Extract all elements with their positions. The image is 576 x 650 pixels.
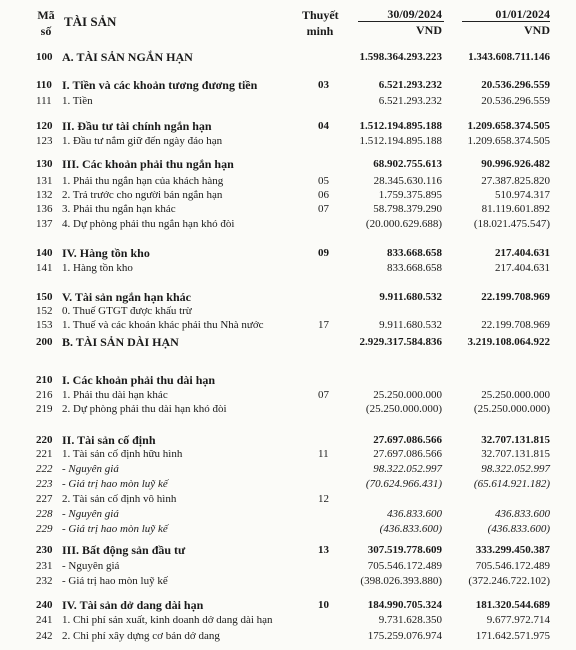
row-value-period-start: 217.404.631 (495, 247, 550, 259)
row-value-period-end: 28.345.630.116 (373, 175, 442, 187)
col-header-period-start: 01/01/2024 VND (495, 7, 550, 37)
row-code: 131 (36, 175, 53, 187)
row-label: B. TÀI SẢN DÀI HẠN (62, 335, 179, 349)
row-value-period-end: 1.512.194.895.188 (359, 135, 442, 147)
row-value-period-end: 1.598.364.293.223 (359, 51, 442, 63)
row-label: IV. Hàng tồn kho (62, 246, 150, 260)
row-value-period-start: 32.707.131.815 (481, 434, 550, 446)
row-label: I. Các khoản phải thu dài hạn (62, 373, 216, 387)
row-code: 219 (36, 403, 53, 415)
row-label: 1. Tiền (62, 95, 93, 107)
row-value-period-end: (20.000.629.688) (365, 218, 442, 230)
row-value-period-end: 68.902.755.613 (373, 158, 442, 170)
row-value-period-end: 6.521.293.232 (378, 79, 442, 91)
row-label: I. Tiền và các khoản tương đương tiền (62, 78, 258, 92)
row-value-period-start: 81.119.601.892 (481, 203, 550, 215)
row-value-period-start: 20.536.296.559 (481, 79, 550, 91)
row-note: 13 (318, 544, 329, 556)
row-code: 227 (36, 493, 53, 505)
row-code: 228 (36, 508, 53, 520)
row-value-period-start: 1.209.658.374.505 (467, 135, 550, 147)
row-value-period-end: 27.697.086.566 (373, 434, 442, 446)
row-value-period-end: 9.731.628.350 (378, 614, 442, 626)
row-value-period-start: 510.974.317 (495, 189, 550, 201)
row-label: 1. Đầu tư nắm giữ đến ngày đáo hạn (62, 135, 223, 147)
row-code: 222 (36, 463, 53, 475)
row-label: III. Các khoản phải thu ngắn hạn (62, 157, 234, 171)
row-value-period-end: 9.911.680.532 (379, 319, 442, 331)
row-value-period-end: 27.697.086.566 (373, 448, 442, 460)
row-value-period-start: 22.199.708.969 (481, 291, 550, 303)
row-value-period-start: 217.404.631 (495, 262, 550, 274)
row-value-period-start: 1.209.658.374.505 (467, 120, 550, 132)
row-label: - Nguyên giá (62, 560, 120, 572)
row-label: 3. Phải thu ngắn hạn khác (62, 203, 176, 215)
row-value-period-end: 2.929.317.584.836 (359, 336, 442, 348)
row-label: IV. Tài sản dở dang dài hạn (62, 598, 204, 612)
row-note: 06 (318, 189, 329, 201)
row-value-period-start: 1.343.608.711.146 (468, 51, 550, 63)
row-code: 130 (36, 158, 53, 170)
row-code: 110 (36, 79, 52, 91)
row-label: III. Bất động sản đầu tư (62, 543, 186, 557)
row-note: 17 (318, 319, 329, 331)
row-label: II. Đầu tư tài chính ngắn hạn (62, 119, 212, 133)
row-value-period-end: 833.668.658 (387, 262, 442, 274)
row-value-period-end: 6.521.293.232 (378, 95, 442, 107)
row-note: 12 (318, 493, 329, 505)
row-code: 241 (36, 614, 53, 626)
row-label: 2. Chi phí xây dựng cơ bản dở dang (62, 630, 220, 642)
row-note: 09 (318, 247, 329, 259)
row-note: 10 (318, 599, 329, 611)
row-value-period-end: 98.322.052.997 (373, 463, 442, 475)
row-code: 200 (36, 336, 53, 348)
row-value-period-start: 98.322.052.997 (481, 463, 550, 475)
row-code: 136 (36, 203, 53, 215)
row-code: 242 (36, 630, 53, 642)
row-value-period-start: 32.707.131.815 (481, 448, 550, 460)
header-rule-1 (358, 21, 444, 22)
row-code: 223 (36, 478, 53, 490)
row-code: 229 (36, 523, 53, 535)
row-value-period-start: 705.546.172.489 (475, 560, 550, 572)
col-header-note: Thuyết minh (302, 8, 339, 38)
row-label: - Giá trị hao mòn luỹ kế (62, 523, 168, 535)
row-label: 1. Phải thu ngắn hạn của khách hàng (62, 175, 224, 187)
row-code: 240 (36, 599, 53, 611)
row-note: 03 (318, 79, 329, 91)
row-label: - Giá trị hao mòn luỹ kế (62, 478, 168, 490)
row-value-period-start: 3.219.108.064.922 (467, 336, 550, 348)
row-code: 230 (36, 544, 53, 556)
row-value-period-start: 171.642.571.975 (475, 630, 550, 642)
row-value-period-end: 25.250.000.000 (373, 389, 442, 401)
row-value-period-start: 22.199.708.969 (481, 319, 550, 331)
row-code: 140 (36, 247, 53, 259)
row-code: 220 (36, 434, 53, 446)
row-label: 2. Trả trước cho người bán ngắn hạn (62, 189, 223, 201)
row-code: 152 (36, 305, 53, 317)
row-value-period-start: (65.614.921.182) (473, 478, 550, 490)
row-code: 111 (36, 95, 52, 107)
row-value-period-end: 1.759.375.895 (378, 189, 442, 201)
row-code: 137 (36, 218, 53, 230)
row-label: 4. Dự phòng phải thu ngắn hạn khó đòi (62, 218, 235, 230)
row-value-period-start: 27.387.825.820 (481, 175, 550, 187)
row-code: 150 (36, 291, 53, 303)
row-label: 1. Phải thu dài hạn khác (62, 389, 168, 401)
row-label: - Giá trị hao mòn luỹ kế (62, 575, 168, 587)
row-label: 2. Tài sản cố định vô hình (62, 493, 177, 505)
row-label: - Nguyên giá (62, 463, 119, 475)
row-code: 120 (36, 120, 53, 132)
row-label: A. TÀI SẢN NGẮN HẠN (62, 50, 193, 64)
row-value-period-start: 181.320.544.689 (475, 599, 550, 611)
row-code: 132 (36, 189, 53, 201)
row-value-period-end: (436.833.600) (379, 523, 442, 535)
row-code: 216 (36, 389, 53, 401)
header-rule-2 (462, 21, 550, 22)
row-label: 1. Chi phí sản xuất, kinh doanh dở dang dài hạn (62, 614, 273, 626)
row-note: 07 (318, 389, 329, 401)
row-value-period-end: 436.833.600 (387, 508, 442, 520)
row-code: 232 (36, 575, 53, 587)
row-value-period-start: (372.246.722.102) (468, 575, 550, 587)
row-code: 231 (36, 560, 53, 572)
row-value-period-end: 184.990.705.324 (367, 599, 442, 611)
row-value-period-end: 833.668.658 (387, 247, 442, 259)
row-value-period-end: 9.911.680.532 (379, 291, 442, 303)
col-header-assets: TÀI SẢN (64, 14, 117, 29)
row-value-period-end: 58.798.379.290 (373, 203, 442, 215)
row-value-period-start: (18.021.475.547) (473, 218, 550, 230)
row-value-period-start: 436.833.600 (495, 508, 550, 520)
row-value-period-start: 20.536.296.559 (481, 95, 550, 107)
row-value-period-start: 333.299.450.387 (475, 544, 550, 556)
row-note: 07 (318, 203, 329, 215)
row-value-period-start: (25.250.000.000) (473, 403, 550, 415)
row-value-period-end: (398.026.393.880) (360, 575, 442, 587)
row-value-period-end: 175.259.076.974 (367, 630, 442, 642)
row-code: 153 (36, 319, 53, 331)
row-note: 04 (318, 120, 329, 132)
row-note: 11 (318, 448, 329, 460)
row-note: 05 (318, 175, 329, 187)
row-label: 1. Thuế và các khoản khác phải thu Nhà nước (62, 319, 264, 331)
row-value-period-end: (70.624.966.431) (365, 478, 442, 490)
row-value-period-start: (436.833.600) (487, 523, 550, 535)
col-header-code: Mã số (37, 8, 55, 38)
row-label: 1. Hàng tồn kho (62, 262, 133, 274)
row-label: II. Tài sản cố định (62, 433, 156, 447)
row-label: - Nguyên giá (62, 508, 119, 520)
row-code: 123 (36, 135, 53, 147)
row-code: 141 (36, 262, 53, 274)
row-label: 2. Dự phòng phải thu dài hạn khó đòi (62, 403, 227, 415)
row-code: 210 (36, 374, 53, 386)
row-value-period-start: 90.996.926.482 (481, 158, 550, 170)
row-value-period-end: 705.546.172.489 (367, 560, 442, 572)
row-value-period-end: (25.250.000.000) (365, 403, 442, 415)
row-label: 0. Thuế GTGT được khấu trừ (62, 305, 192, 317)
row-value-period-end: 307.519.778.609 (367, 544, 442, 556)
col-header-period-end: 30/09/2024 VND (387, 7, 442, 37)
row-label: 1. Tài sản cố định hữu hình (62, 448, 183, 460)
row-value-period-start: 9.677.972.714 (486, 614, 550, 626)
row-code: 221 (36, 448, 53, 460)
row-value-period-end: 1.512.194.895.188 (359, 120, 442, 132)
row-code: 100 (36, 51, 53, 63)
row-label: V. Tài sản ngắn hạn khác (62, 290, 191, 304)
row-value-period-start: 25.250.000.000 (481, 389, 550, 401)
